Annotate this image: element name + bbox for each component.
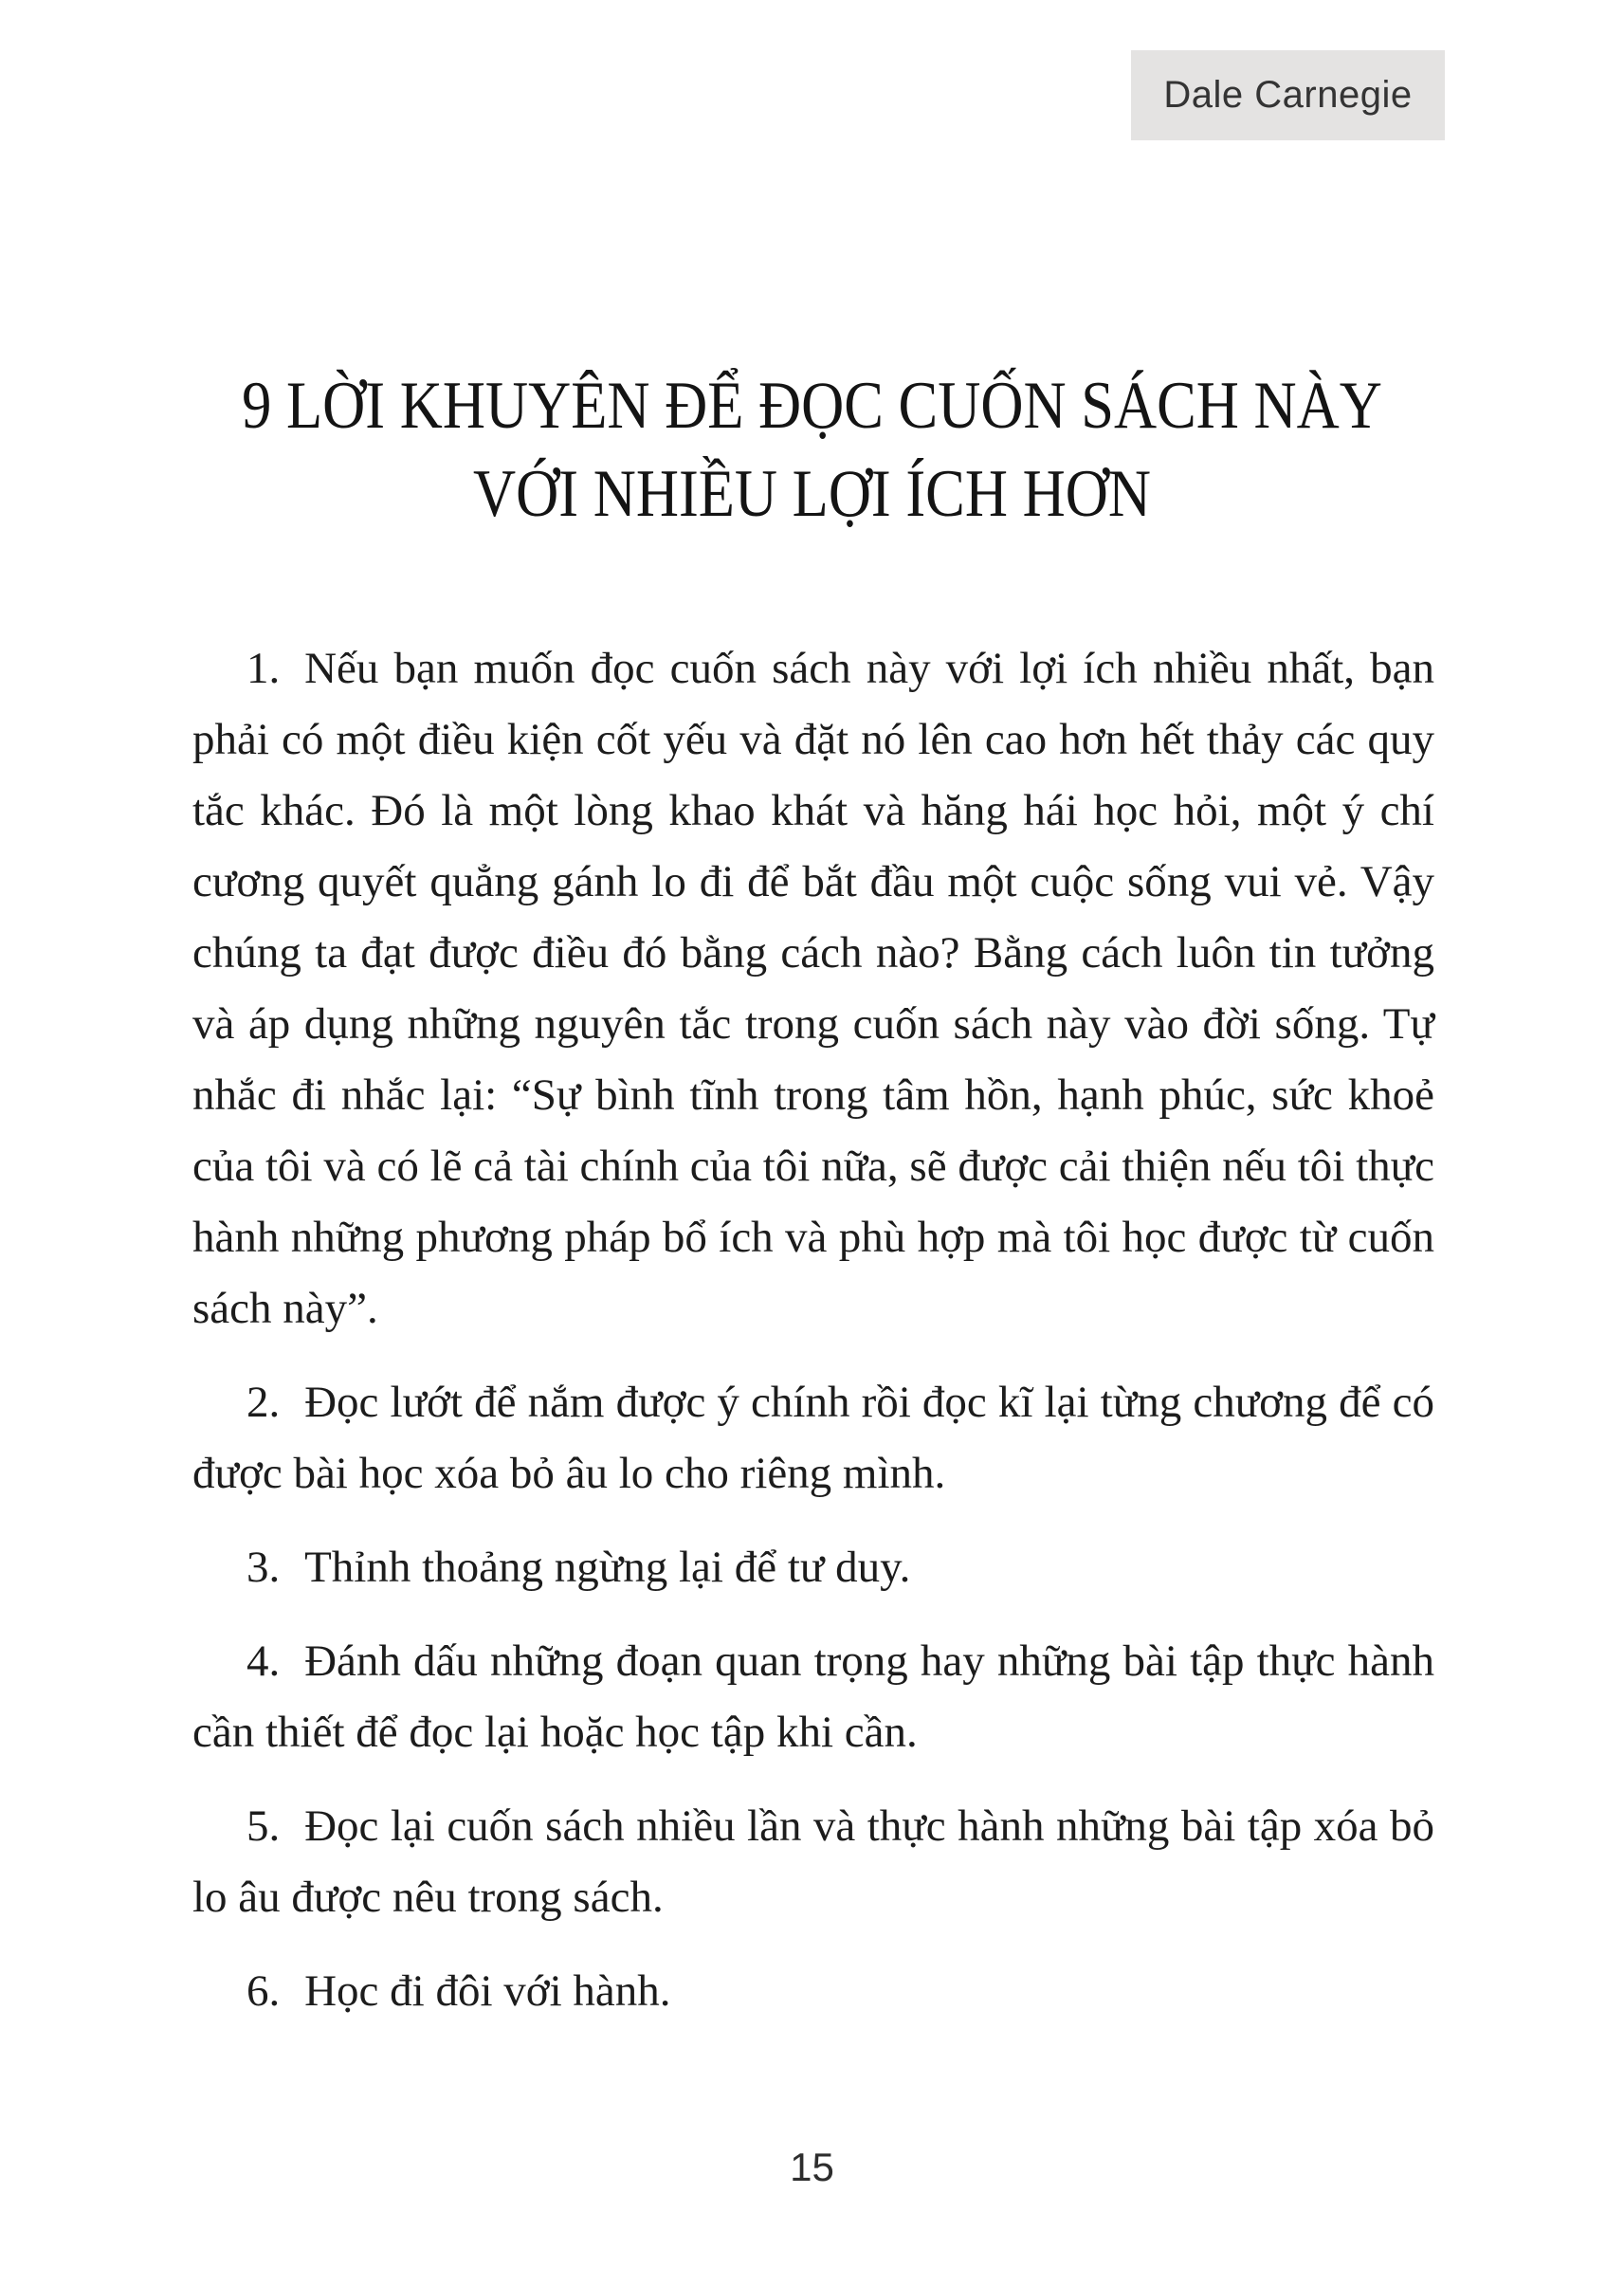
author-name: Dale Carnegie	[1163, 74, 1413, 116]
advice-item-2-number: 2.	[246, 1378, 281, 1427]
advice-item-3	[192, 1532, 1434, 1603]
advice-list	[192, 633, 1434, 2027]
advice-item-3-text: Thỉnh thoảng ngừng lại để tư duy.	[304, 1543, 911, 1592]
advice-item-3-number: 3.	[246, 1543, 281, 1592]
advice-item-4	[192, 1626, 1434, 1768]
advice-item-6	[192, 1956, 1434, 2027]
chapter-title-line-2: VỚI NHIỀU LỢI ÍCH HƠN	[473, 457, 1151, 531]
advice-item-4-text: Đánh dấu những đoạn quan trọng hay những bài tập thực hành cần thiết để đọc lại hoặc học tập khi cần.	[192, 1636, 1434, 1757]
advice-item-5-text: Đọc lại cuốn sách nhiều lần và thực hành những bài tập xóa bỏ lo âu được nêu trong sách.	[192, 1801, 1434, 1922]
advice-item-6-number: 6.	[246, 1966, 281, 2016]
advice-item-1-number: 1.	[246, 644, 281, 693]
advice-item-2-text: Đọc lướt để nắm được ý chính rồi đọc kĩ lại từng chương để có được bài học xóa bỏ âu lo cho riêng mình.	[192, 1378, 1434, 1498]
advice-item-2	[192, 1367, 1434, 1509]
advice-item-1-text: Nếu bạn muốn đọc cuốn sách này với lợi ích nhiều nhất, bạn phải có một điều kiện cốt yếu và đặt nó lên cao hơn hết thảy các quy tắc khác. Đó là một lòng khao khát và hăng hái học hỏi, một ý chí cương quyết quẳng gánh lo đi để bắt đầu một cuộc sống vui vẻ. Vậy chúng ta đạt được điều đó bằng cách nào? Bằng cách luôn tin tưởng và áp dụng những nguyên tắc trong cuốn sách này vào đời sống. Tự nhắc đi nhắc lại: “Sự bình tĩnh trong tâm hồn, hạnh phúc, sức khoẻ của tôi và có lẽ cả tài chính của tôi nữa, sẽ được cải thiện nếu tôi thực hành những phương pháp bổ ích và phù hợp mà tôi học được từ cuốn sách này”.	[192, 644, 1434, 1333]
chapter-title	[0, 362, 1624, 539]
advice-item-4-number: 4.	[246, 1636, 281, 1686]
advice-item-5-number: 5.	[246, 1801, 281, 1851]
author-badge	[1131, 50, 1445, 140]
chapter-title-line-1: 9 LỜI KHUYÊN ĐỂ ĐỌC CUỐN SÁCH NÀY	[242, 369, 1382, 443]
advice-item-6-text: Học đi đôi với hành.	[304, 1966, 671, 2016]
advice-item-1	[192, 633, 1434, 1344]
advice-item-5	[192, 1791, 1434, 1933]
page-number: 15	[790, 2145, 834, 2189]
